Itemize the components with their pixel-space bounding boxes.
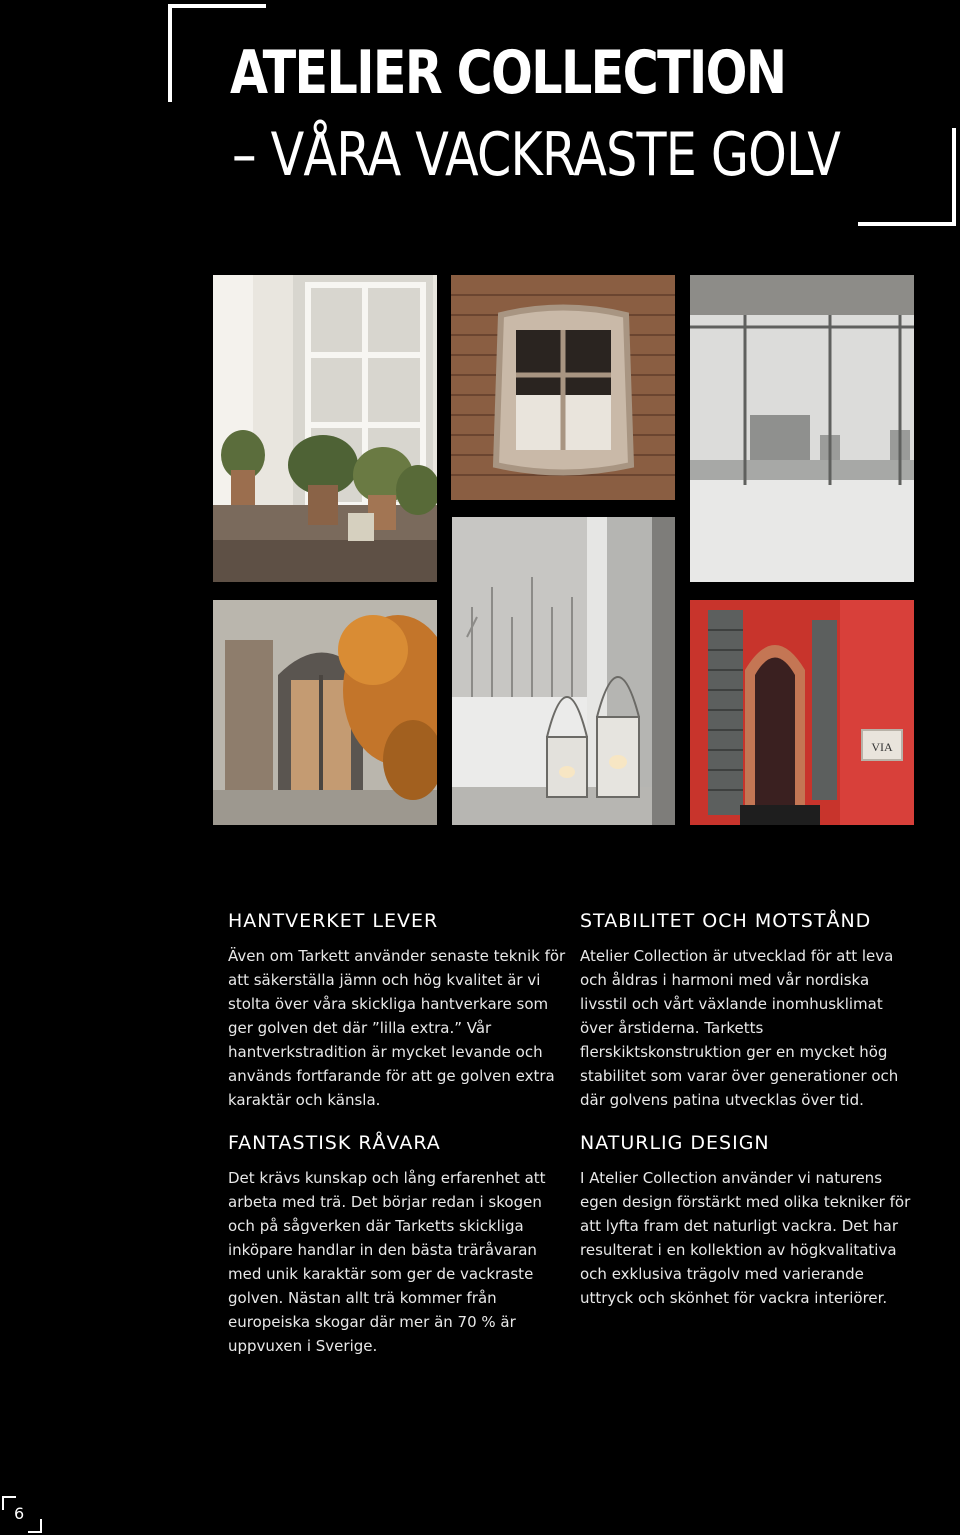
photo-wooden-cabin-window (451, 275, 675, 500)
heading-fantastisk-ravara: FANTASTISK RÅVARA (228, 1132, 441, 1154)
photo-city-view-window (690, 275, 914, 582)
page-title: ATELIER COLLECTION (230, 38, 786, 108)
photo-winter-window-lanterns (452, 517, 675, 825)
corner-bracket-bottom-right (858, 128, 956, 226)
heading-stabilitet: STABILITET OCH MOTSTÅND (580, 910, 872, 932)
via-sign: VIA (871, 740, 893, 754)
page-number: 6 (14, 1504, 25, 1523)
paragraph-stabilitet: Atelier Collection är utvecklad för att leva och åldras i harmoni med vår nordiska livsstil och vårt växlande inomhusklimat över årstiderna. Tarketts flerskiktskonstruktion ger en mycket hög stabilitet som varar över generationer och där golvens patina utvecklas över tid. (580, 947, 899, 1109)
page-subtitle: – VÅRA VACKRASTE GOLV (232, 120, 841, 190)
left-column (228, 908, 568, 1358)
paragraph-ravara: Det krävs kunskap och lång erfarenhet att arbeta med trä. Det börjar redan i skogen och på sågverken där Tarketts skickliga inköpare handlar in den bästa träråvaran med unik karaktär som ger de vackraste golven. Nästan allt trä kommer från europeiska skogar där mer än 70 % är uppvuxen i Sverige. (228, 1169, 546, 1355)
right-column (580, 908, 920, 1310)
photo-greenhouse-window (213, 275, 437, 582)
photo-red-wall-window (690, 600, 914, 825)
heading-hantverket-lever: HANTVERKET LEVER (228, 910, 439, 932)
page-number-bracket-right (28, 1519, 42, 1533)
photo-stone-facade-door (213, 600, 437, 825)
paragraph-hantverket: Även om Tarkett använder senaste teknik för att säkerställa jämn och hög kvalitet är vi stolta över våra skickliga hantverkare som ger golven det där ”lilla extra.” Vår hantverkstradition är mycket levande och används fortfarande för att ge golven extra karaktär och känsla. (228, 947, 566, 1109)
heading-naturlig-design: NATURLIG DESIGN (580, 1132, 770, 1154)
paragraph-naturlig-design: I Atelier Collection använder vi naturens egen design förstärkt med olika tekniker för att lyfta fram det naturligt vackra. Det har resulterat i en kollektion av högkvalitativa och exklusiva trägolv med varierande uttryck och skönhet för vackra interiörer. (580, 1169, 911, 1307)
